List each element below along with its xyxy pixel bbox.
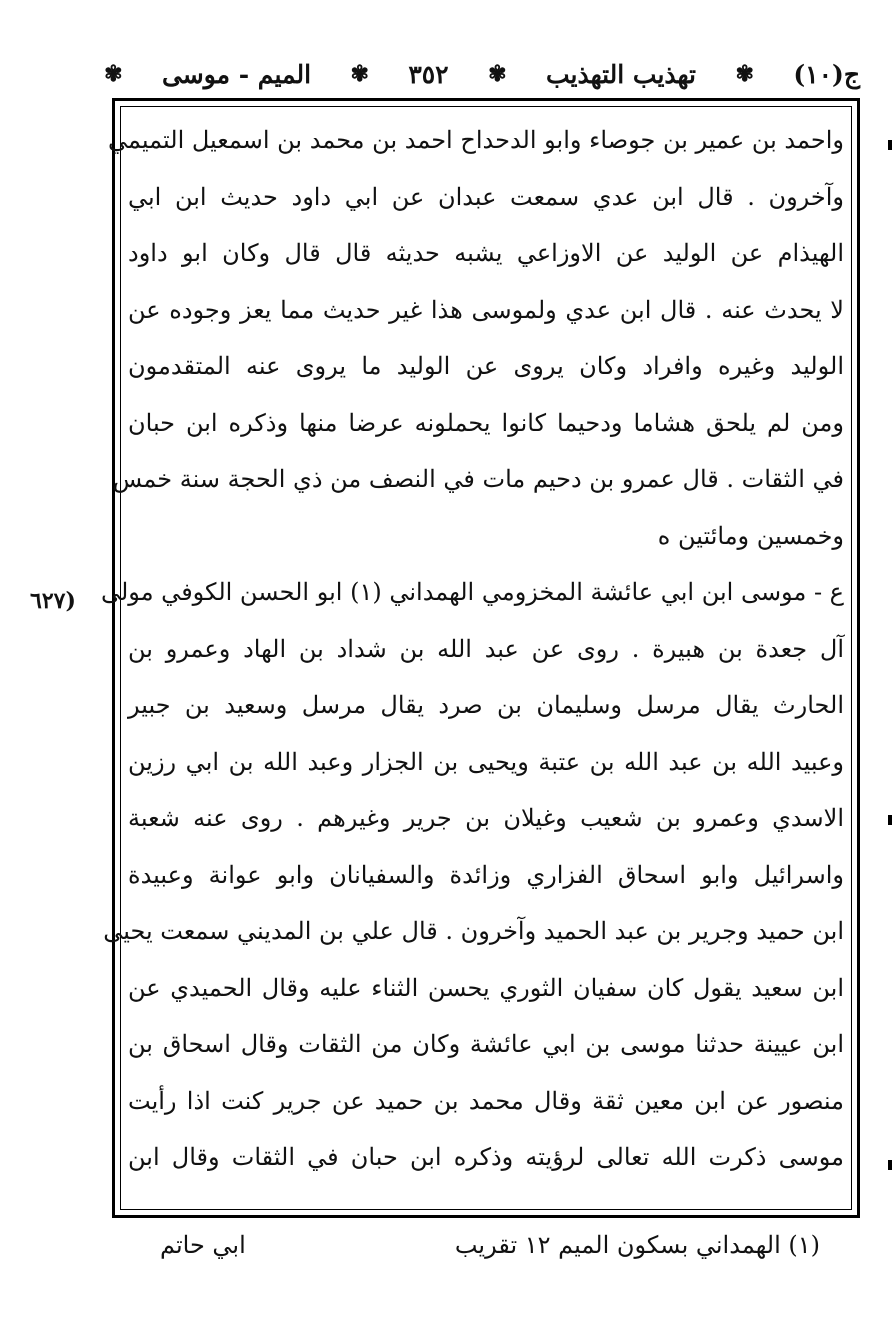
entry-number: (٦٢٧ <box>30 588 76 614</box>
text-line: ومن لم يلحق هشاما ودحيما كانوا يحملونه عرضا منها وذكره ابن حبان <box>128 408 844 437</box>
catchword: ابي حاتم <box>160 1231 246 1259</box>
margin-mark <box>888 1160 892 1170</box>
section-label: الميم - موسى <box>161 59 312 89</box>
text-line: ابن سعيد يقول كان سفيان الثوري يحسن الثناء عليه وقال الحميدي عن <box>128 973 844 1002</box>
text-line: وعبيد الله بن عبد الله بن عتبة ويحيى بن الجزار وعبد الله بن ابي رزين <box>128 747 844 776</box>
margin-mark <box>888 140 892 150</box>
ornament-icon: ✾ <box>104 61 123 87</box>
text-line: الوليد وغيره وافراد وكان يروى عن الوليد ما يروى عنه المتقدمون <box>128 352 844 380</box>
main-text <box>100 112 844 1186</box>
footer <box>120 1220 820 1270</box>
text-line: ابن حميد وجرير بن عبد الحميد وآخرون . قال علي بن المديني سمعت يحيى <box>103 917 844 945</box>
page-header <box>100 52 860 96</box>
ornament-icon: ✾ <box>488 61 507 87</box>
text-line: الاسدي وعمرو بن شعيب وغيلان بن جرير وغيرهم . روى عنه شعبة <box>128 804 844 832</box>
volume-label: ج(١٠) <box>793 59 860 89</box>
page-number: ٣٥٢ <box>408 59 449 89</box>
text-line: لا يحدث عنه . قال ابن عدي ولموسى هذا غير حديث مما يعز وجوده عن <box>128 295 844 324</box>
book-title: تهذيب التهذيب <box>545 59 697 89</box>
footnote: (١) الهمداني بسكون الميم ١٢ تقريب <box>454 1231 820 1259</box>
ornament-icon: ✾ <box>350 61 369 87</box>
text-line: ابن عيينة حدثنا موسى بن ابي عائشة وكان من الثقات وقال اسحاق بن <box>128 1030 844 1058</box>
text-line: آل جعدة بن هبيرة . روى عن عبد الله بن شداد بن الهاد وعمرو بن <box>128 634 844 663</box>
text-line: موسى ذكرت الله تعالى لرؤيته وذكره ابن حبان في الثقات وقال ابن <box>128 1143 844 1171</box>
margin-mark <box>888 815 892 825</box>
text-line: في الثقات . قال عمرو بن دحيم مات في النصف من ذي الحجة سنة خمس <box>112 465 844 493</box>
text-line: ع - موسى ابن ابي عائشة المخزومي الهمداني (١) ابو الحسن الكوفي مولى <box>100 578 844 606</box>
text-line: وخمسين ومائتين ه <box>657 521 844 550</box>
ornament-icon: ✾ <box>735 61 754 87</box>
text-line: الهيذام عن الوليد عن الاوزاعي يشبه حديثه قال قال وكان ابو داود <box>128 239 844 267</box>
text-line: واسرائيل وابو اسحاق الفزاري وزائدة والسفيانان وابو عوانة وعبيدة <box>128 860 844 889</box>
text-line: واحمد بن عمير بن جوصاء وابو الدحداح احمد بن محمد بن اسمعيل التميمي <box>108 126 844 154</box>
text-line: الحارث يقال مرسل وسليمان بن صرد يقال مرسل وسعيد بن جبير <box>128 691 844 719</box>
text-line: وآخرون . قال ابن عدي سمعت عبدان عن ابي داود حديث ابن ابي <box>128 182 844 211</box>
text-line: منصور عن ابن معين ثقة وقال محمد بن حميد عن جرير كنت اذا رأيت <box>128 1086 844 1115</box>
